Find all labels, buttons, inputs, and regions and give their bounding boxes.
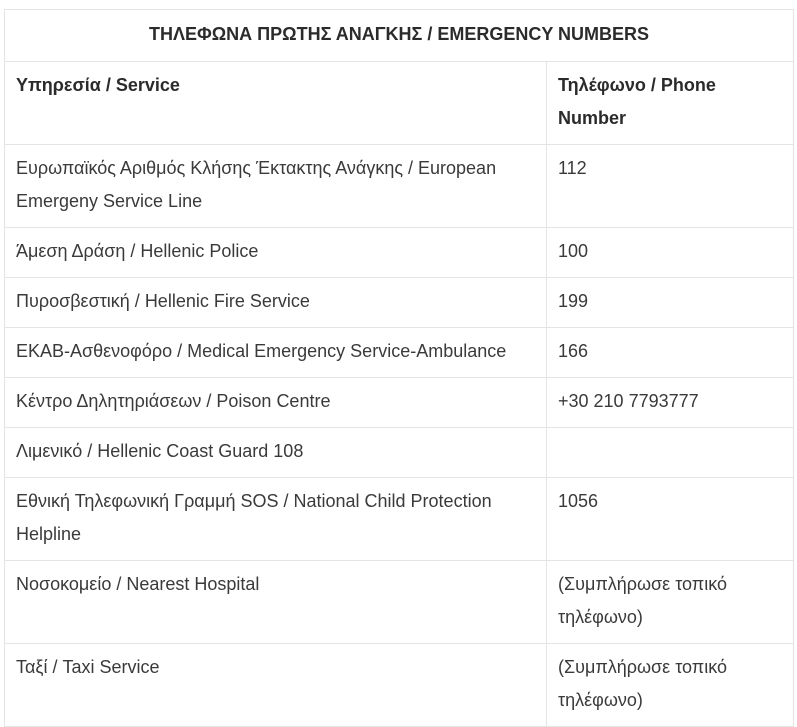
table-title-row (5, 10, 794, 62)
phone-cell: 166 (547, 328, 794, 378)
table-row (5, 478, 794, 561)
phone-cell: (Συμπλήρωσε τοπικό τηλέφωνο) (547, 644, 794, 727)
service-cell: Κέντρο Δηλητηριάσεων / Poison Centre (5, 378, 547, 428)
phone-cell: (Συμπλήρωσε τοπικό τηλέφωνο) (547, 561, 794, 644)
phone-cell (547, 428, 794, 478)
service-cell: Εθνική Τηλεφωνική Γραμμή SOS / National Child Protection Helpline (5, 478, 547, 561)
table-title: ΤΗΛΕΦΩΝΑ ΠΡΩΤΗΣ ΑΝΑΓΚΗΣ / EMERGENCY NUMBERS (5, 10, 794, 62)
table-row (5, 278, 794, 328)
service-cell: Πυροσβεστική / Hellenic Fire Service (5, 278, 547, 328)
column-header-phone: Τηλέφωνο / Phone Number (547, 62, 794, 145)
phone-cell: 112 (547, 145, 794, 228)
phone-cell: 100 (547, 228, 794, 278)
table-row (5, 228, 794, 278)
service-cell: ΕΚΑΒ-Ασθενοφόρο / Medical Emergency Service-Ambulance (5, 328, 547, 378)
table-row (5, 428, 794, 478)
table-header-row (5, 62, 794, 145)
table-row (5, 145, 794, 228)
table-row (5, 328, 794, 378)
column-header-service: Υπηρεσία / Service (5, 62, 547, 145)
service-cell: Ταξί / Taxi Service (5, 644, 547, 727)
emergency-numbers-table (4, 9, 794, 727)
phone-cell: +30 210 7793777 (547, 378, 794, 428)
table-row (5, 561, 794, 644)
emergency-numbers-table-wrapper (4, 9, 793, 727)
service-cell: Ευρωπαϊκός Αριθμός Κλήσης Έκτακτης Ανάγκης / European Emergeny Service Line (5, 145, 547, 228)
service-cell: Άμεση Δράση / Hellenic Police (5, 228, 547, 278)
table-row (5, 378, 794, 428)
table-row (5, 644, 794, 727)
phone-cell: 199 (547, 278, 794, 328)
service-cell: Λιμενικό / Hellenic Coast Guard 108 (5, 428, 547, 478)
phone-cell: 1056 (547, 478, 794, 561)
service-cell: Νοσοκομείο / Nearest Hospital (5, 561, 547, 644)
